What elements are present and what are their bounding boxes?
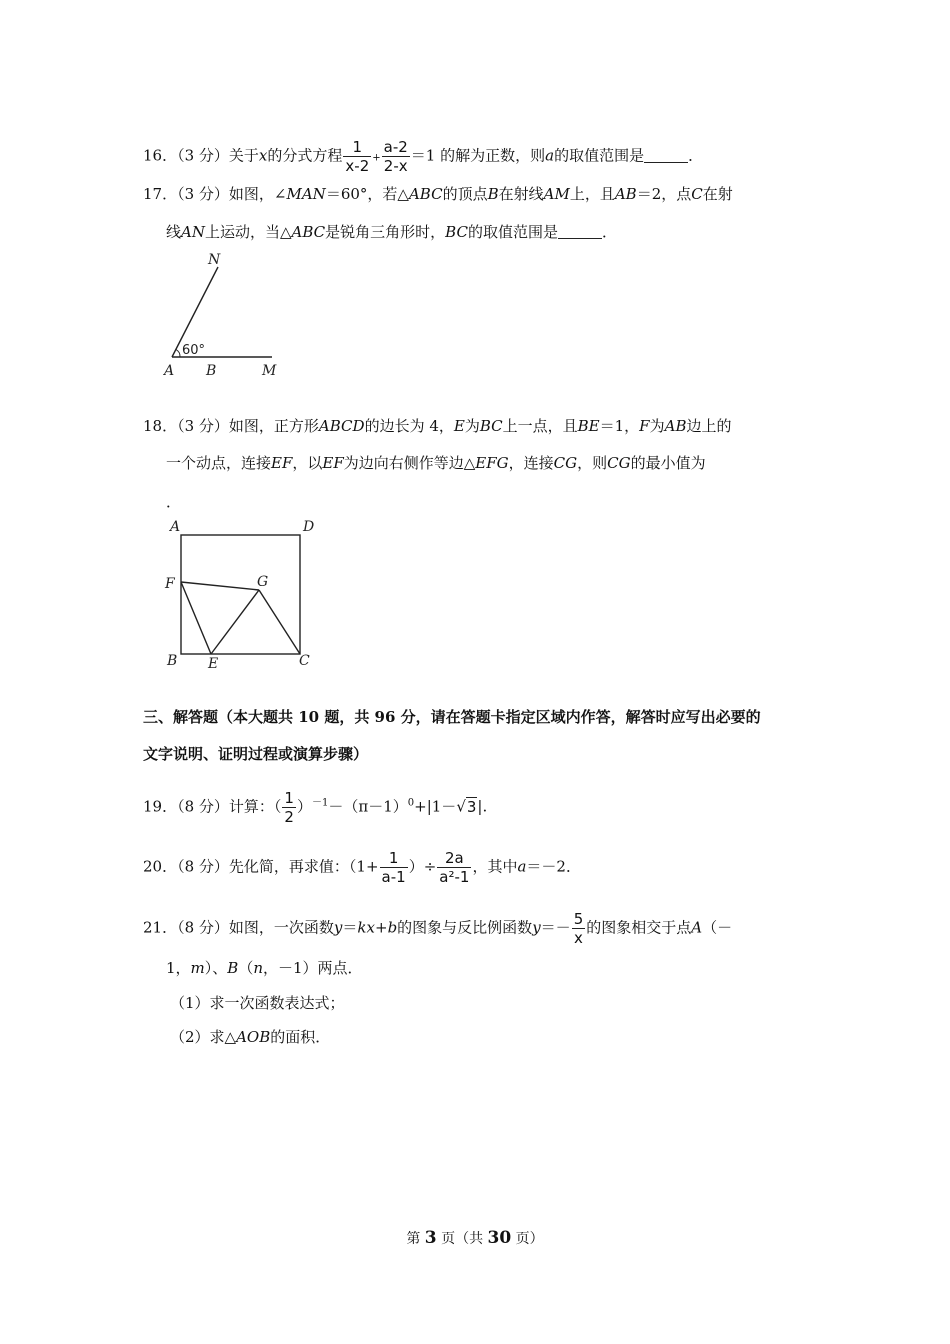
fraction-2a-over-a2-minus-1: $\frac{2a}{\text{a²-1}}$ bbox=[439, 849, 470, 886]
section-3-heading-line-2: 文字说明、证明过程或演算步骤） bbox=[143, 745, 369, 763]
answer-blank bbox=[558, 224, 602, 239]
question-21-part-1: （1）求一次函数表达式； bbox=[170, 994, 345, 1012]
label-C: C bbox=[299, 653, 310, 669]
label-F: F bbox=[165, 576, 175, 592]
label-E: E bbox=[208, 656, 219, 672]
figure-angle-man bbox=[160, 250, 290, 385]
label-A: A bbox=[170, 519, 181, 535]
fraction-1-over-a-minus-1: $\frac{1}{a-1}$ bbox=[381, 849, 406, 886]
fraction-1: $\frac{1}{x-2}$ bbox=[345, 138, 370, 175]
question-17-line-2: 线AN上运动，当△ABC是锐角三角形时，BC的取值范围是 ． bbox=[166, 223, 617, 241]
figure-square-abcd bbox=[160, 515, 335, 675]
fraction-half: $\frac{1}{2}$ bbox=[284, 789, 294, 826]
question-21-line-1: 21．（8 分）如图，一次函数y＝kx+b的图象与反比例函数y＝－ $\frac{5}{x}$ 的图象相交于点A（－ bbox=[143, 910, 733, 947]
question-18-line-3: ． bbox=[166, 493, 182, 511]
question-19: 19．（8 分）计算：（ $\frac{1}{2}$ ）$^{-1}-(\pi-1)^0+|1-√3|$. bbox=[143, 789, 488, 826]
page-number: 3 bbox=[424, 1228, 437, 1248]
sqrt-symbol: √ bbox=[456, 797, 466, 816]
question-17-line-1: 17．（3 分）如图，∠MAN＝60°，若△ABC的顶点B在射线AM上，且AB＝2，点C在射 bbox=[143, 185, 733, 203]
fraction-5-over-x: $\frac{5}{x}$ bbox=[573, 910, 584, 947]
label-B: B bbox=[206, 363, 217, 379]
question-18-line-1: 18．（3 分）如图，正方形ABCD的边长为 4，E为BC上一点，且BE＝1，F为AB边上的 bbox=[143, 417, 732, 435]
question-18-line-2: 一个动点，连接EF，以EF为边向右侧作等边△EFG，连接CG，则CG的最小值为 bbox=[166, 454, 706, 472]
question-21-line-2: 1，m）、B（n，－1）两点． bbox=[166, 959, 363, 977]
label-M: M bbox=[262, 363, 277, 379]
page-total: 30 bbox=[487, 1228, 512, 1248]
page-footer: 第 3 页（共 30 页） bbox=[406, 1228, 544, 1248]
question-20: 20．（8 分）先化简，再求值：（1+ $\frac{1}{a-1}$ ）÷ $\frac{2a}{\text{a²-1}}$ ，其中a＝－2． bbox=[143, 849, 581, 886]
label-G: G bbox=[257, 574, 269, 590]
question-21-part-2: （2）求△AOB的面积． bbox=[170, 1028, 331, 1046]
section-3-heading-line-1: 三、解答题（本大题共 10 题，共 96 分，请在答题卡指定区域内作答，解答时应写出必要的 bbox=[143, 708, 761, 726]
answer-blank bbox=[644, 148, 688, 163]
label-N: N bbox=[208, 252, 221, 268]
label-D: D bbox=[303, 519, 315, 535]
label-B: B bbox=[167, 653, 178, 669]
fraction-2: $\frac{a-2}{2-x}$ bbox=[383, 138, 408, 175]
label-angle: 60° bbox=[182, 343, 206, 358]
question-16: 16．（3 分）关于x的分式方程 $\frac{1}{x-2}$ + $\frac{a-2}{2-x}$ ＝1 的解为正数，则a的取值范围是 ． bbox=[143, 138, 704, 175]
label-A: A bbox=[164, 363, 175, 379]
